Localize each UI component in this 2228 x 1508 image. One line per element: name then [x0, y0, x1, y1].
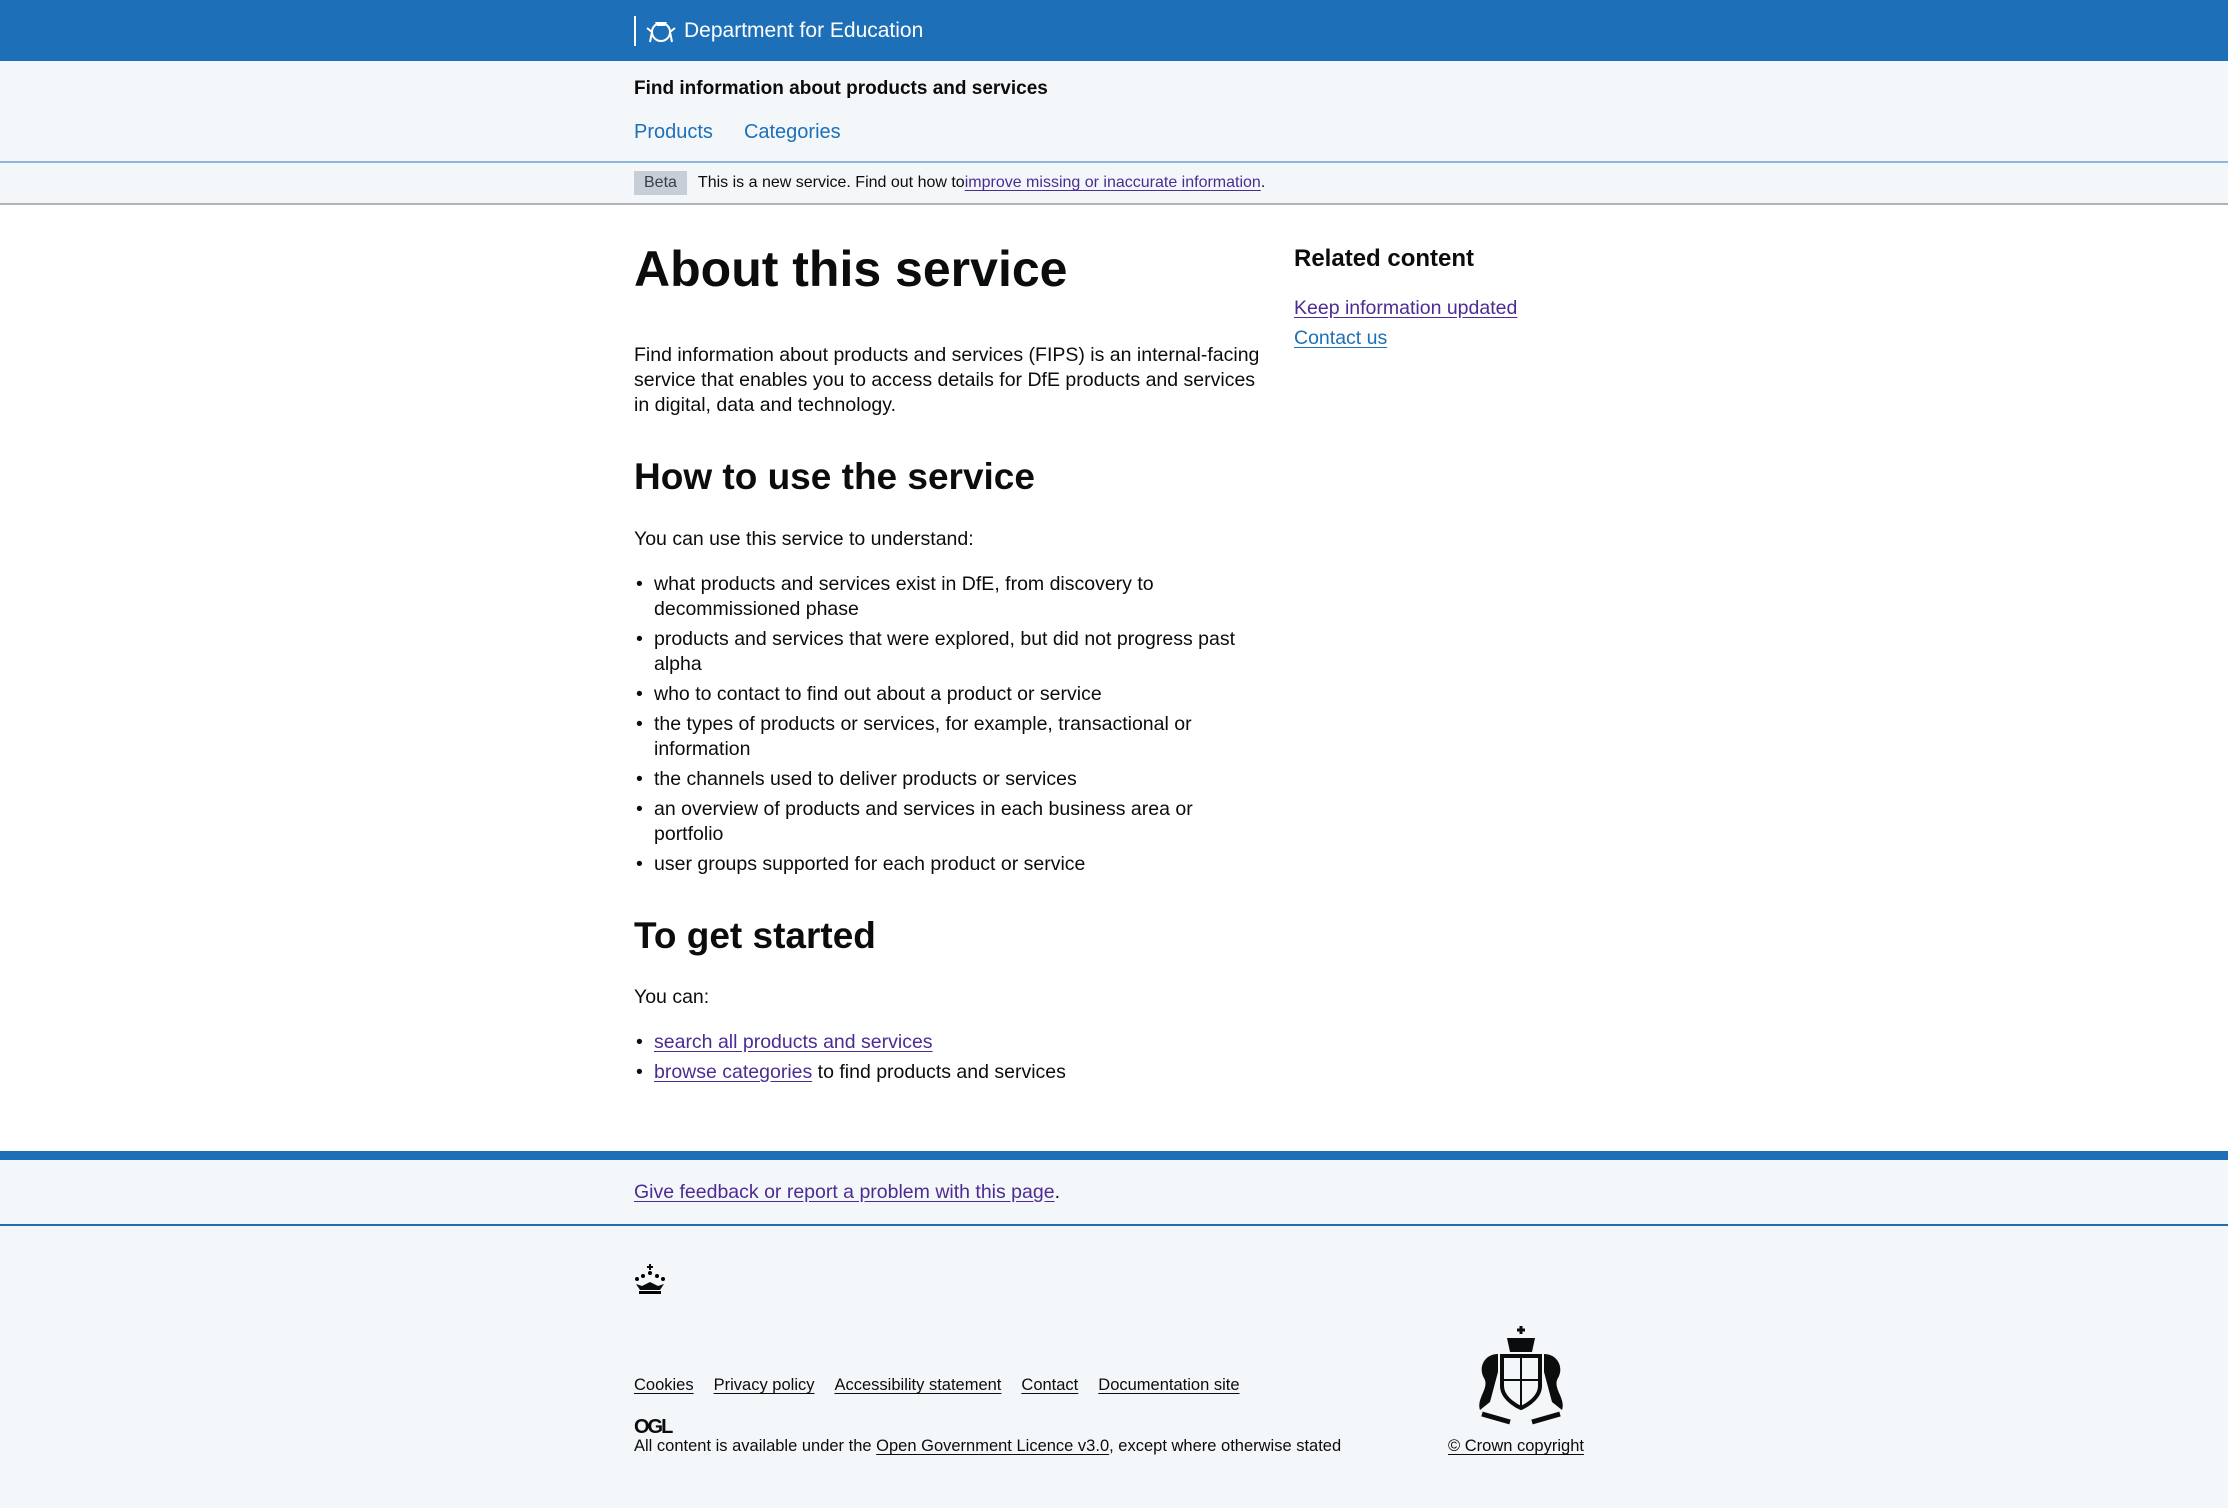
footer-top-bar: [0, 1151, 2228, 1160]
list-item: [634, 1060, 1264, 1085]
how-intro: You can use this service to understand:: [634, 527, 974, 550]
improve-info-link[interactable]: improve missing or inaccurate information: [964, 174, 1261, 191]
contact-us-link[interactable]: Contact us: [1294, 327, 1388, 349]
footer-link-privacy[interactable]: Privacy policy: [713, 1376, 815, 1394]
start-list: [634, 1030, 1264, 1085]
dfe-crest-icon: [644, 16, 678, 46]
main-content: [0, 205, 2228, 1090]
list-item: • what products and services exist in DfE, from discovery to decommissioned phase: [634, 572, 1264, 622]
crown-icon: [634, 1264, 666, 1294]
item-text: to find products and services: [812, 1061, 1066, 1084]
department-link[interactable]: Department for Education: [684, 18, 924, 42]
crown-copyright-link[interactable]: © Crown copyright: [1448, 1437, 1584, 1455]
beta-text: This is a new service. Find out how to: [697, 174, 965, 191]
primary-nav: [634, 121, 841, 144]
related-content: [1294, 205, 1517, 1090]
site-footer: [0, 1226, 2228, 1508]
footer-link-contact[interactable]: Contact: [1021, 1376, 1079, 1394]
intro-text: Find information about products and services (FIPS) is an internal-facing service that enables you to access details for DfE products and services in digital, data and technology.: [634, 344, 1260, 416]
licence-text: [634, 1437, 1341, 1456]
phase-banner: [0, 163, 2228, 205]
footer-link-documentation[interactable]: Documentation site: [1098, 1376, 1240, 1394]
nav-products[interactable]: Products: [634, 121, 713, 143]
keep-info-updated-link[interactable]: Keep information updated: [1294, 297, 1518, 319]
related-heading: Related content: [1294, 245, 1475, 272]
list-item: • an overview of products and services in each business area or portfolio: [634, 797, 1264, 847]
footer-link-cookies[interactable]: Cookies: [634, 1376, 694, 1394]
start-heading: To get started: [634, 914, 876, 956]
header-divider: [634, 16, 636, 46]
footer-link-accessibility[interactable]: Accessibility statement: [834, 1376, 1002, 1394]
licence-link[interactable]: Open Government Licence v3.0: [876, 1437, 1110, 1455]
list-item: [634, 1030, 1264, 1055]
punct: .: [1054, 1181, 1060, 1203]
how-list: [634, 572, 1264, 877]
service-name[interactable]: Find information about products and services: [634, 78, 1048, 99]
list-item: • the channels used to deliver products or services: [634, 767, 1264, 792]
beta-tag: Beta: [634, 171, 687, 195]
punct: .: [1260, 174, 1266, 191]
list-item: • who to contact to find out about a product or service: [634, 682, 1264, 707]
list-item: • the types of products or services, for example, transactional or information: [634, 712, 1264, 762]
nav-categories[interactable]: Categories: [743, 121, 841, 143]
site-header: [0, 0, 2228, 61]
browse-categories-link[interactable]: browse categories: [654, 1061, 813, 1084]
licence-pre: All content is available under the: [634, 1437, 877, 1455]
feedback-bar: [0, 1160, 2228, 1226]
how-heading: How to use the service: [634, 456, 1035, 497]
licence-post: , except where otherwise stated: [1109, 1437, 1342, 1455]
service-navigation: [0, 61, 2228, 163]
footer-links: [634, 1376, 1240, 1395]
feedback-link[interactable]: Give feedback or report a problem with this page: [634, 1181, 1055, 1203]
list-item: • products and services that were explored, but did not progress past alpha: [634, 627, 1264, 677]
list-item: • user groups supported for each product or service: [634, 852, 1264, 877]
page-title: About this service: [634, 241, 1068, 297]
ogl-logo: OGL: [634, 1416, 672, 1438]
royal-arms-icon: [1462, 1324, 1580, 1426]
search-products-link[interactable]: search all products and services: [654, 1031, 933, 1054]
start-intro: You can:: [634, 986, 710, 1009]
